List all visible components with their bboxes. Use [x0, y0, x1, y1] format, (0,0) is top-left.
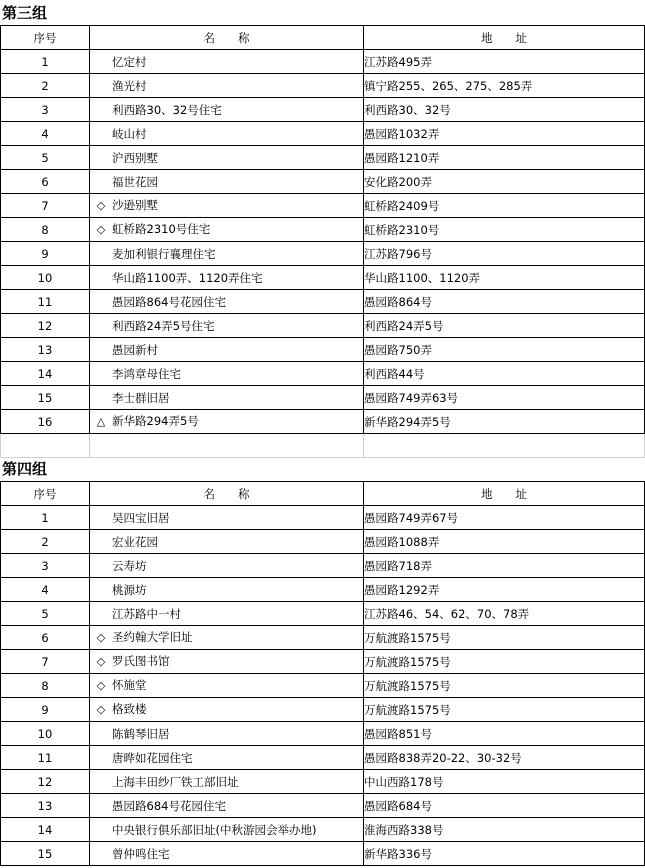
row-address: 愚园路1292弄 [364, 578, 645, 602]
row-name-cell [90, 650, 364, 674]
table-row [1, 266, 645, 290]
row-name-cell [90, 98, 364, 122]
row-index: 7 [1, 650, 90, 674]
row-address: 淮海西路338号 [364, 818, 645, 842]
table-row [1, 362, 645, 386]
row-name: 福世花园 [112, 174, 158, 189]
row-name: 愚园路684号花园住宅 [112, 798, 226, 813]
row-address: 万航渡路1575号 [364, 674, 645, 698]
row-name: 麦加利银行襄理住宅 [112, 246, 216, 261]
row-name: 宏业花园 [112, 534, 158, 549]
row-name: 渔光村 [112, 78, 147, 93]
row-address: 江苏路495弄 [364, 50, 645, 74]
row-index: 6 [1, 626, 90, 650]
header-row [1, 26, 645, 50]
row-index: 9 [1, 698, 90, 722]
row-name: 罗氏图书馆 [112, 654, 170, 668]
table-row [1, 650, 645, 674]
row-address: 江苏路796号 [364, 242, 645, 266]
row-address: 愚园路851号 [364, 722, 645, 746]
row-name: 吴四宝旧居 [112, 510, 170, 525]
row-index: 1 [1, 50, 90, 74]
header-name: 名 称 [90, 482, 364, 506]
table-row [1, 578, 645, 602]
heritage-marker-icon: ◇ [96, 223, 106, 236]
row-name-cell [90, 770, 364, 794]
row-index: 6 [1, 170, 90, 194]
table-row [1, 794, 645, 818]
row-index: 8 [1, 674, 90, 698]
row-address: 镇宁路255、265、275、285弄 [364, 74, 645, 98]
table-row [1, 290, 645, 314]
row-name-cell [90, 506, 364, 530]
row-name: 华山路1100弄、1120弄住宅 [112, 270, 263, 285]
row-address: 愚园路749弄63号 [364, 386, 645, 410]
row-index: 13 [1, 794, 90, 818]
row-address: 安化路200弄 [364, 170, 645, 194]
row-address: 中山西路178号 [364, 770, 645, 794]
table-row [1, 170, 645, 194]
heritage-marker-icon: ◇ [96, 679, 106, 692]
header-name: 名 称 [90, 26, 364, 50]
row-name: 新华路294弄5号 [112, 414, 199, 428]
group-title: 第三组 [2, 4, 48, 22]
row-name-cell [90, 242, 364, 266]
table-row [1, 74, 645, 98]
row-name: 李士群旧居 [112, 390, 170, 405]
header-address: 地 址 [364, 26, 645, 50]
table-row [1, 626, 645, 650]
row-name: 格致楼 [112, 702, 147, 716]
row-address: 华山路1100、1120弄 [364, 266, 645, 290]
row-name-cell [90, 122, 364, 146]
row-address: 万航渡路1575号 [364, 698, 645, 722]
table-row [1, 842, 645, 866]
row-address: 新华路336号 [364, 842, 645, 866]
row-address: 万航渡路1575号 [364, 650, 645, 674]
table-row [1, 722, 645, 746]
blank-cell [364, 434, 645, 458]
row-name: 唐晔如花园住宅 [112, 750, 193, 765]
row-address: 虹桥路2409号 [364, 194, 645, 218]
blank-cell [90, 434, 364, 458]
row-index: 15 [1, 386, 90, 410]
row-index: 10 [1, 266, 90, 290]
row-address: 江苏路46、54、62、70、78弄 [364, 602, 645, 626]
table-row [1, 818, 645, 842]
table-row [1, 506, 645, 530]
row-index: 2 [1, 530, 90, 554]
row-name-cell [90, 794, 364, 818]
row-name: 愚园新村 [112, 342, 158, 357]
row-address: 愚园路1210弄 [364, 146, 645, 170]
row-index: 3 [1, 98, 90, 122]
heritage-marker-icon: ◇ [96, 631, 106, 644]
row-address: 利西路24弄5号 [364, 314, 645, 338]
row-name-cell [90, 626, 364, 650]
row-name: 江苏路中一村 [112, 606, 181, 621]
row-index: 10 [1, 722, 90, 746]
row-name: 利西路24弄5号住宅 [112, 318, 215, 333]
table-row [1, 746, 645, 770]
table-row [1, 698, 645, 722]
table-row [1, 194, 645, 218]
table-row [1, 98, 645, 122]
table-row [1, 218, 645, 242]
row-name-cell [90, 722, 364, 746]
row-name: 上海丰田纱厂铁工部旧址 [112, 774, 239, 789]
row-index: 5 [1, 602, 90, 626]
row-address: 愚园路838弄20-22、30-32号 [364, 746, 645, 770]
row-index: 11 [1, 746, 90, 770]
header-index: 序号 [1, 482, 90, 506]
row-name: 沪西别墅 [112, 150, 158, 165]
row-name: 曾仲鸣住宅 [112, 846, 170, 861]
row-name: 怀施堂 [112, 678, 147, 692]
row-index: 8 [1, 218, 90, 242]
row-name-cell [90, 50, 364, 74]
blank-row [1, 434, 645, 458]
table-row [1, 122, 645, 146]
row-index: 4 [1, 122, 90, 146]
table-row [1, 674, 645, 698]
row-index: 13 [1, 338, 90, 362]
row-name: 岐山村 [112, 126, 147, 141]
row-name-cell [90, 218, 364, 242]
table-row [1, 530, 645, 554]
row-address: 愚园路718弄 [364, 554, 645, 578]
row-name: 桃源坊 [112, 582, 147, 597]
row-name: 李鸿章母住宅 [112, 366, 181, 381]
row-name-cell [90, 842, 364, 866]
row-index: 2 [1, 74, 90, 98]
row-name-cell [90, 578, 364, 602]
row-index: 5 [1, 146, 90, 170]
table-row [1, 146, 645, 170]
row-name-cell [90, 602, 364, 626]
blank-cell [1, 434, 90, 458]
table-row [1, 410, 645, 434]
row-name-cell [90, 194, 364, 218]
row-index: 1 [1, 506, 90, 530]
header-index: 序号 [1, 26, 90, 50]
row-name-cell [90, 410, 364, 434]
row-name-cell [90, 290, 364, 314]
row-name-cell [90, 266, 364, 290]
table-row [1, 338, 645, 362]
table-row [1, 386, 645, 410]
row-name-cell [90, 386, 364, 410]
row-address: 利西路44号 [364, 362, 645, 386]
row-name-cell [90, 170, 364, 194]
row-address: 愚园路1032弄 [364, 122, 645, 146]
row-index: 12 [1, 314, 90, 338]
row-name-cell [90, 146, 364, 170]
header-address: 地 址 [364, 482, 645, 506]
row-index: 14 [1, 818, 90, 842]
row-index: 16 [1, 410, 90, 434]
group-table [0, 481, 645, 866]
row-name: 忆定村 [112, 54, 147, 69]
header-row [1, 482, 645, 506]
row-name-cell [90, 74, 364, 98]
row-address: 新华路294弄5号 [364, 410, 645, 434]
row-name-cell [90, 314, 364, 338]
heritage-marker-icon: ◇ [96, 703, 106, 716]
row-name-cell [90, 530, 364, 554]
row-name: 沙逊别墅 [112, 198, 158, 212]
row-index: 4 [1, 578, 90, 602]
row-index: 14 [1, 362, 90, 386]
row-index: 11 [1, 290, 90, 314]
heritage-marker-icon: △ [96, 415, 106, 428]
row-name-cell [90, 818, 364, 842]
row-name-cell [90, 362, 364, 386]
row-name: 利西路30、32号住宅 [112, 102, 222, 117]
row-index: 3 [1, 554, 90, 578]
row-address: 愚园路749弄67号 [364, 506, 645, 530]
row-name-cell [90, 554, 364, 578]
row-address: 愚园路864号 [364, 290, 645, 314]
row-index: 9 [1, 242, 90, 266]
row-address: 万航渡路1575号 [364, 626, 645, 650]
row-name-cell [90, 698, 364, 722]
row-address: 愚园路750弄 [364, 338, 645, 362]
table-row [1, 314, 645, 338]
table-row [1, 242, 645, 266]
table-row [1, 602, 645, 626]
row-address: 愚园路1088弄 [364, 530, 645, 554]
heritage-marker-icon: ◇ [96, 199, 106, 212]
row-name: 云寿坊 [112, 558, 147, 573]
row-address: 利西路30、32号 [364, 98, 645, 122]
row-name: 圣约翰大学旧址 [112, 630, 193, 644]
row-name-cell [90, 674, 364, 698]
row-name: 愚园路864号花园住宅 [112, 294, 226, 309]
row-name: 中央银行俱乐部旧址(中秋游园会举办地) [112, 822, 317, 837]
row-name: 虹桥路2310号住宅 [112, 222, 211, 236]
row-index: 12 [1, 770, 90, 794]
row-name: 陈鹤琴旧居 [112, 726, 170, 741]
row-name-cell [90, 338, 364, 362]
group-title: 第四组 [2, 460, 48, 478]
row-name-cell [90, 746, 364, 770]
heritage-marker-icon: ◇ [96, 655, 106, 668]
row-address: 愚园路684号 [364, 794, 645, 818]
table-row [1, 770, 645, 794]
row-address: 虹桥路2310号 [364, 218, 645, 242]
row-index: 15 [1, 842, 90, 866]
group-table [0, 25, 645, 458]
table-row [1, 554, 645, 578]
row-index: 7 [1, 194, 90, 218]
table-row [1, 50, 645, 74]
